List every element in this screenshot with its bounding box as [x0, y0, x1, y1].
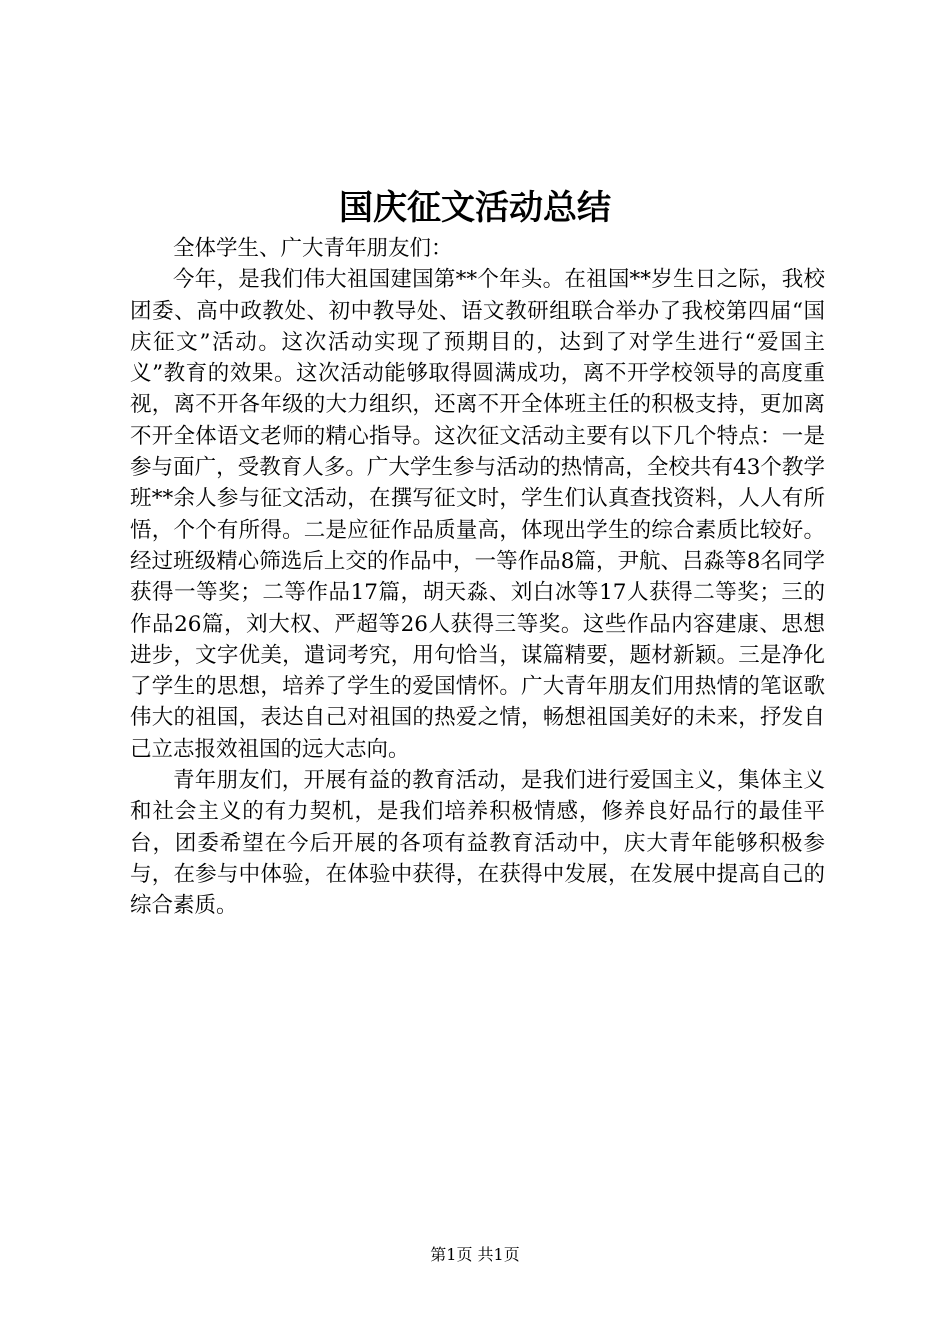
salutation: 全体学生、广大青年朋友们： — [173, 236, 453, 261]
page-footer: 第1页 共1页 — [430, 1245, 520, 1264]
paragraph-main: 今年，是我们伟大祖国建国第**个年头。在祖国**岁生日之际，我校团委、高中政教处、初中教导处、语文教研组联合举办了我校第四届“国庆征文”活动。这次活动实现了预期目的，达到了对学生进行“爱国主义”教育的效果。这次活动能够取得圆满成功，离不开学校领导的高度重视，离不开各年级的大力组织，还离不开全体班主任的积极支持，更加离不开全体语文老师的精心指导。这次征文活动主要有以下几个特点：一是参与面广，受教育人多。广大学生参与活动的热情高，全校共有43个教学班**余人参与征文活动，在撰写征文时，学生们认真查找资料，人人有所悟，个个有所得。二是应征作品质量高，体现出学生的综合素质比较好。经过班级精心筛选后上交的作品中，一等作品8篇，尹航、吕淼等8名同学获得一等奖；二等作品17篇，胡天淼、刘白冰等17人获得二等奖；三的作品26篇，刘大权、严超等26人获得三等奖。这些作品内容建康、思想进步，文字优美，遣词考究，用句恰当，谋篇精要，题材新颖。三是净化了学生的思想，培养了学生的爱国情怀。广大青年朋友们用热情的笔讴歌伟大的祖国，表达自己对祖国的热爱之情，畅想祖国美好的未来，抒发自己立志报效祖国的远大志向。 — [130, 267, 825, 762]
paragraph-closing: 青年朋友们，开展有益的教育活动，是我们进行爱国主义，集体主义和社会主义的有力契机，是我们培养积极情感，修养良好品行的最佳平台，团委希望在今后开展的各项有益教育活动中，庆大青年能够积极参与，在参与中体验，在体验中获得，在获得中发展，在发展中提高自己的综合素质。 — [130, 768, 825, 919]
document-title: 国庆征文活动总结 — [339, 188, 611, 228]
document-body — [130, 233, 825, 922]
